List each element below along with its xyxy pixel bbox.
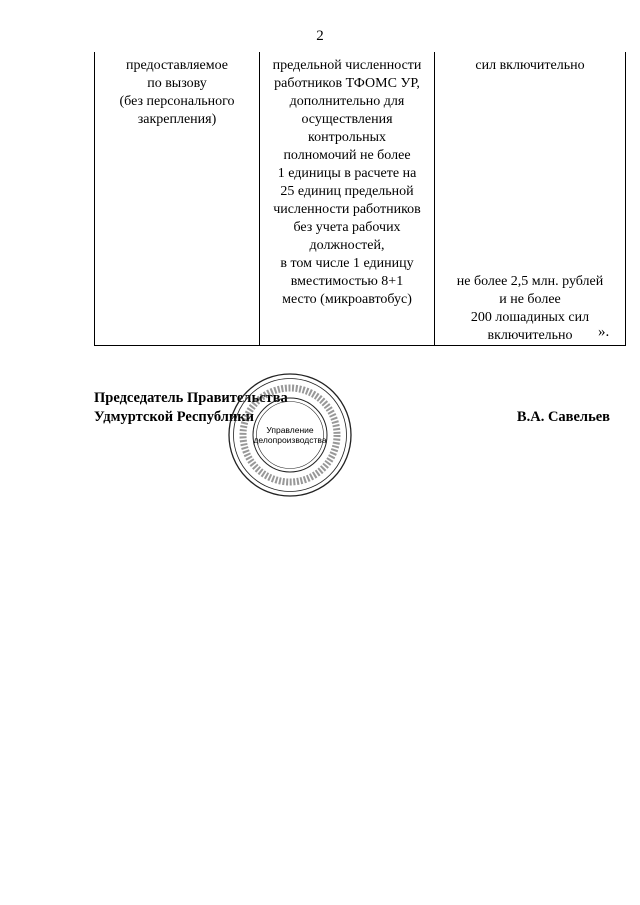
table-cell-vehicle-type (95, 52, 260, 346)
table-row (95, 52, 626, 346)
stamp-center-line: Управление (266, 425, 314, 435)
signatory-title-line: Удмуртской Республики (94, 409, 254, 425)
cell-line: место (микроавтобус) (282, 292, 412, 307)
table-cell-quantity (260, 52, 435, 346)
cell-line: сил включительно (475, 58, 585, 73)
cell-line: полномочий не более (283, 148, 411, 163)
cell-line: по вызову (147, 76, 207, 91)
cell-line: 1 единицы в расчете на (277, 166, 417, 181)
cell-line: включительно (487, 328, 573, 343)
table-cell-limits (435, 52, 626, 346)
cell-line: работников ТФОМС УР, (274, 76, 420, 91)
cell-line: (без персонального (119, 94, 235, 109)
cell-line: без учета рабочих (293, 220, 401, 235)
closing-quote: ». (598, 324, 610, 340)
stamp-seal-icon (227, 372, 353, 498)
cell-line: закрепления) (137, 112, 217, 127)
cell-line: численности работников (273, 202, 421, 217)
stamp-center-line: делопроизводства (253, 435, 327, 445)
cell-line: вместимостью 8+1 (290, 274, 404, 289)
cell-line: предельной численности (272, 58, 422, 73)
page-number: 2 (316, 28, 324, 44)
cell-line: в том числе 1 единицу (280, 256, 414, 271)
continuation-table (94, 52, 626, 346)
cell-line: осуществления (301, 112, 393, 127)
signatory-name: В.А. Савельев (516, 409, 610, 425)
cell-line: дополнительно для (289, 94, 405, 109)
cell-line: должностей, (309, 238, 385, 253)
cell-spacer (437, 75, 623, 273)
cell-line: 200 лошадиных сил (470, 310, 590, 325)
cell-line: и не более (499, 292, 561, 307)
cell-line: предоставляемое (125, 58, 229, 73)
cell-line: 25 единиц предельной (280, 184, 414, 199)
cell-line: не более 2,5 млн. рублей (456, 274, 604, 289)
cell-line: контрольных (308, 130, 386, 145)
signatory-title-line: Председатель Правительства (94, 390, 288, 406)
